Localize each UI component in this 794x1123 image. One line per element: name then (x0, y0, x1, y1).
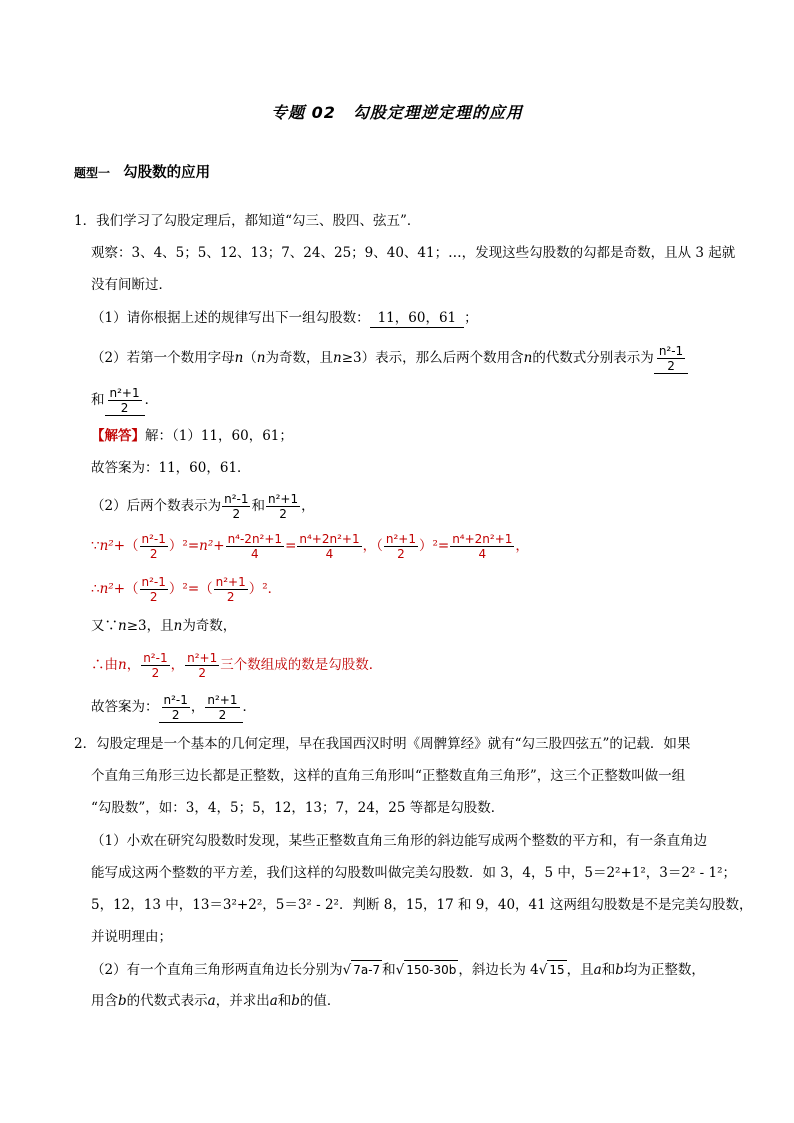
t: ∴由 (91, 657, 118, 673)
frac-num: n²+1 (215, 575, 246, 589)
sqrt-expr-1: 7a-7 (351, 960, 382, 979)
q1-line3: 没有间断过． (91, 277, 172, 293)
t: 和 (382, 962, 396, 978)
frac-num: n⁴+2n²+1 (452, 532, 513, 546)
frac-den: 2 (120, 401, 129, 415)
t: 和 (91, 392, 105, 408)
t: ∴ (91, 581, 100, 597)
frac-num: n²+1 (207, 693, 238, 707)
q1-proof2: ∴n²+（ $\frac{\text{n²-1}}{2}$ ）²=（ $\frac{\text{n²+1}}{2}$ ）²． (91, 575, 282, 604)
t: ）²= (168, 581, 200, 597)
t: 均为正整数， (623, 962, 705, 978)
t: 和 (251, 498, 265, 514)
t: 的值． (299, 993, 341, 1009)
q2-part1-line4: 并说明理由； (91, 929, 172, 945)
frac-den: 2 (198, 666, 206, 680)
t: 又∵ (91, 618, 118, 634)
q1-part1-end: ； (464, 310, 478, 326)
t: ， (170, 657, 185, 673)
frac-den: 2 (171, 708, 180, 722)
q2-part2-line2 (91, 992, 340, 1010)
t: （2）后两个数表示为 (91, 498, 222, 514)
q1-part1-answer: 11，60，61 (370, 309, 465, 328)
t: （ (243, 350, 257, 366)
answer-text: 解：（1）11，60，61； (145, 428, 293, 444)
q1-final1: 故答案为：11，60，61． (91, 460, 251, 476)
frac-num: n²-1 (163, 693, 188, 707)
t: ，斜边长为 4 (458, 962, 539, 978)
t: ，并求出 (215, 993, 270, 1009)
t: ∵ (91, 538, 100, 554)
frac-num: n²-1 (141, 575, 166, 589)
t: n² (99, 581, 114, 597)
var-n: n (118, 657, 127, 673)
frac-den: 2 (397, 547, 405, 561)
var-a: a (269, 993, 278, 1009)
t: = (285, 538, 297, 554)
q1-part1-text: （1）请你根据上述的规律写出下一组勾股数： (91, 310, 370, 326)
frac-den: 2 (151, 666, 160, 680)
t: ≥3）表示，那么后两个数用含 (341, 350, 524, 366)
q1-number: 1． (74, 213, 97, 229)
blank-1 (654, 344, 688, 374)
t: ，（ (362, 538, 383, 554)
blank-3 (159, 693, 243, 723)
q1-part1 (91, 309, 478, 328)
frac-den: 4 (250, 547, 259, 561)
q1-proof3 (91, 617, 236, 635)
q2-part1: （1）小欢在研究勾股数时发现，某些正整数直角三角形的斜边能写成两个整数的平方和，有一条直角边 (91, 833, 708, 849)
section-tag: 题型一 (74, 166, 111, 180)
q2-part1-line2: 能写成这两个整数的平方差，我们这样的勾股数叫做完美勾股数．如 3，4，5 中，5＝2²+1²，3＝2² - 1²； (91, 865, 736, 881)
frac-num: n²+1 (267, 492, 299, 506)
frac-num: n²+1 (385, 532, 416, 546)
var-b: b (615, 962, 624, 978)
t: ， (126, 657, 141, 673)
frac-den: 4 (478, 547, 487, 561)
t: ． (242, 699, 256, 715)
t: 为奇数， (182, 618, 237, 634)
var-a: a (593, 962, 602, 978)
t: ， (515, 538, 529, 554)
q2-part1-line3: 5，12，13 中，13＝3²+2²，5＝3² - 2²．判断 8，15，17 和 9，40，41 这两组勾股数是不是完美勾股数， (91, 897, 753, 913)
frac-num: n⁴+2n²+1 (299, 532, 360, 546)
t: ）²= (418, 538, 450, 554)
var-n: n (173, 618, 183, 634)
frac-den: 4 (325, 547, 334, 561)
q1-part2 (91, 344, 688, 374)
q2-stem: 勾股定理是一个基本的几何定理，早在我国西汉时明《周髀算经》就有“勾三股四弦五”的记载．如果 (96, 736, 691, 752)
frac-den: 2 (226, 590, 235, 604)
t: ≥3，且 (126, 618, 174, 634)
frac-den: 2 (232, 507, 241, 521)
q1-answer (91, 427, 293, 445)
t: ． (144, 392, 159, 408)
var-n: n (523, 350, 533, 366)
var-a: a (207, 993, 216, 1009)
var-n: n (234, 350, 244, 366)
q1-final2 (91, 693, 256, 723)
q2-number: 2． (74, 736, 97, 752)
frac-num: n²+1 (187, 651, 218, 665)
frac-den: 2 (279, 507, 287, 521)
frac-den: 2 (149, 547, 158, 561)
q2-line1 (74, 735, 690, 753)
frac-den: 2 (218, 708, 227, 722)
answer-label: 【解答】 (91, 428, 145, 444)
frac-num: n²-1 (143, 651, 168, 665)
t: 用含 (91, 993, 118, 1009)
frac-den: 2 (149, 590, 158, 604)
t: （2）有一个直角三角形两直角边长分别为 (91, 962, 343, 978)
frac-den: 2 (667, 359, 675, 373)
t: ， (301, 498, 315, 514)
t: 三个数组成的数是勾股数． (220, 657, 383, 673)
frac-num: n²+1 (109, 386, 140, 400)
blank-2 (105, 386, 145, 416)
frac-num: n²-1 (141, 532, 166, 546)
t: 和 (277, 993, 292, 1009)
q1-sol2 (91, 492, 315, 521)
frac-num: n⁴-2n²+1 (227, 532, 283, 546)
t: +（ (113, 581, 139, 597)
t: n² (199, 538, 214, 554)
q2-line3: “勾股数”，如：3，4，5；5，12，13；7，24，25 等都是勾股数． (91, 800, 505, 816)
t: 的代数式表示 (126, 993, 208, 1009)
t: 为奇数，且 (265, 350, 333, 366)
t: ，且 (566, 962, 594, 978)
frac-num: n²-1 (658, 344, 684, 358)
var-b: b (291, 993, 300, 1009)
sqrt-expr-3: 15 (547, 960, 566, 979)
q2-part2: （2）有一个直角三角形两直角边长分别为√ 7a-7 和√ 150-30b ，斜边长为 4√ 15 ，且a和b均为正整数， (91, 962, 705, 978)
var-n: n (256, 350, 266, 366)
t: 故答案为： (91, 699, 159, 715)
q1-line2: 观察：3、4、5；5、12、13；7、24、25；9、40、41；…，发现这些勾股数的勾都是奇数，且从 3 起就 (91, 245, 736, 261)
frac-num: n²-1 (224, 492, 249, 506)
q2-line2: 个直角三角形三边长都是正整数，这样的直角三角形叫“正整数直角三角形”，这三个正整数叫做一组 (91, 768, 686, 784)
t: +（ (113, 538, 139, 554)
sqrt-expr-2: 150-30b (404, 960, 458, 979)
var-n: n (118, 618, 127, 634)
t: n² (99, 538, 114, 554)
t: 的代数式分别表示为 (532, 350, 654, 366)
t: （2）若第一个数用字母 (91, 350, 235, 366)
section-title: 勾股数的应用 (123, 165, 211, 181)
q1-line1 (74, 212, 420, 230)
var-b: b (118, 993, 127, 1009)
section-heading (74, 164, 210, 182)
var-n: n (333, 350, 342, 366)
t: 和 (601, 962, 616, 978)
q1-proof1: ∵n²+（ $\frac{\text{n²-1}}{2}$ ）²=n²+ $\frac{\text{n⁴-2n²+1}}{4}$ = $\frac{\text{n⁴+2n²+1}}{4}$ ，（ $\frac{\text{n²+1}}{2}$ ）²= $\frac{\text{n⁴+2n²+1}}{4}$ ， (91, 532, 529, 561)
page-title: 专题 02 勾股定理逆定理的应用 (271, 103, 523, 122)
q1-proof4 (91, 651, 382, 680)
t: ， (190, 699, 205, 715)
q1-part2-cont (91, 386, 158, 416)
t: ）²= (168, 538, 200, 554)
q1-stem: 我们学习了勾股定理后，都知道“勾三、股四、弦五”． (96, 213, 421, 229)
